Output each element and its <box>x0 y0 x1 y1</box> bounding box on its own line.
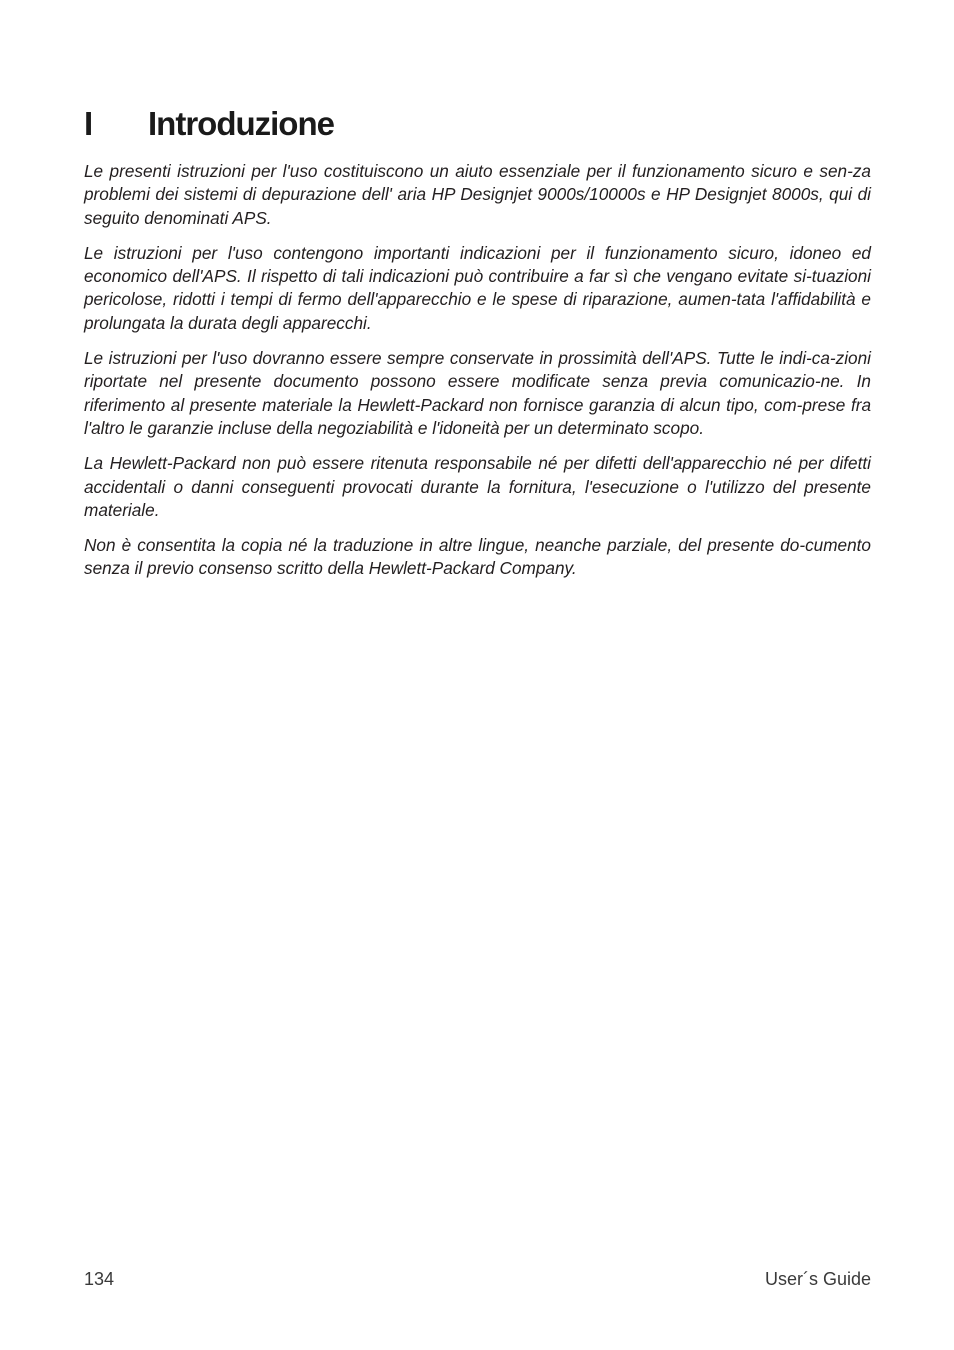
paragraph: La Hewlett-Packard non può essere ritenuta responsabile né per difetti dell'apparecchio né per difetti accidentali o danni conseguenti provocati durante la fornitura, l'esecuzione o l'utilizzo del presente materiale. <box>84 453 871 520</box>
chapter-title: Introduzione <box>148 105 334 142</box>
paragraph: Le presenti istruzioni per l'uso costituiscono un aiuto essenziale per il funzionamento sicuro e sen-za problemi dei sistemi di depurazione dell' aria HP Designjet 9000s/10000s e HP Designjet 8000s, qui di seguito denominati APS. <box>84 161 871 228</box>
chapter-number: I <box>84 105 93 142</box>
page-number: 134 <box>84 1269 115 1289</box>
paragraph: Le istruzioni per l'uso dovranno essere sempre conservate in prossimità dell'APS. Tutte le indi-ca-zioni riportate nel presente documento possono essere modificate senza previa comunicazio-ne. In riferimento al presente materiale la Hewlett-Packard non fornisce garanzia di alcun tipo, com-prese fra l'altro le garanzie incluse della negoziabilità e l'idoneità per un determinato scopo. <box>84 348 871 438</box>
paragraph: Non è consentita la copia né la traduzione in altre lingue, neanche parziale, del presente do-cumento senza il previo consenso scritto della Hewlett-Packard Company. <box>84 535 871 579</box>
paragraph: Le istruzioni per l'uso contengono importanti indicazioni per il funzionamento sicuro, idoneo ed economico dell'APS. Il rispetto di tali indicazioni può contribuire a far sì che vengano evitate si-tuazioni pericolose, ridotti i tempi di fermo dell'apparecchio e le spese di riparazione, aumen-tata l'affidabilità e prolungata la durata degli apparecchi. <box>84 242 871 333</box>
page-footer <box>84 1267 871 1291</box>
guide-label: User´s Guide <box>764 1269 871 1289</box>
body-text <box>84 160 871 593</box>
chapter-heading <box>84 104 334 144</box>
